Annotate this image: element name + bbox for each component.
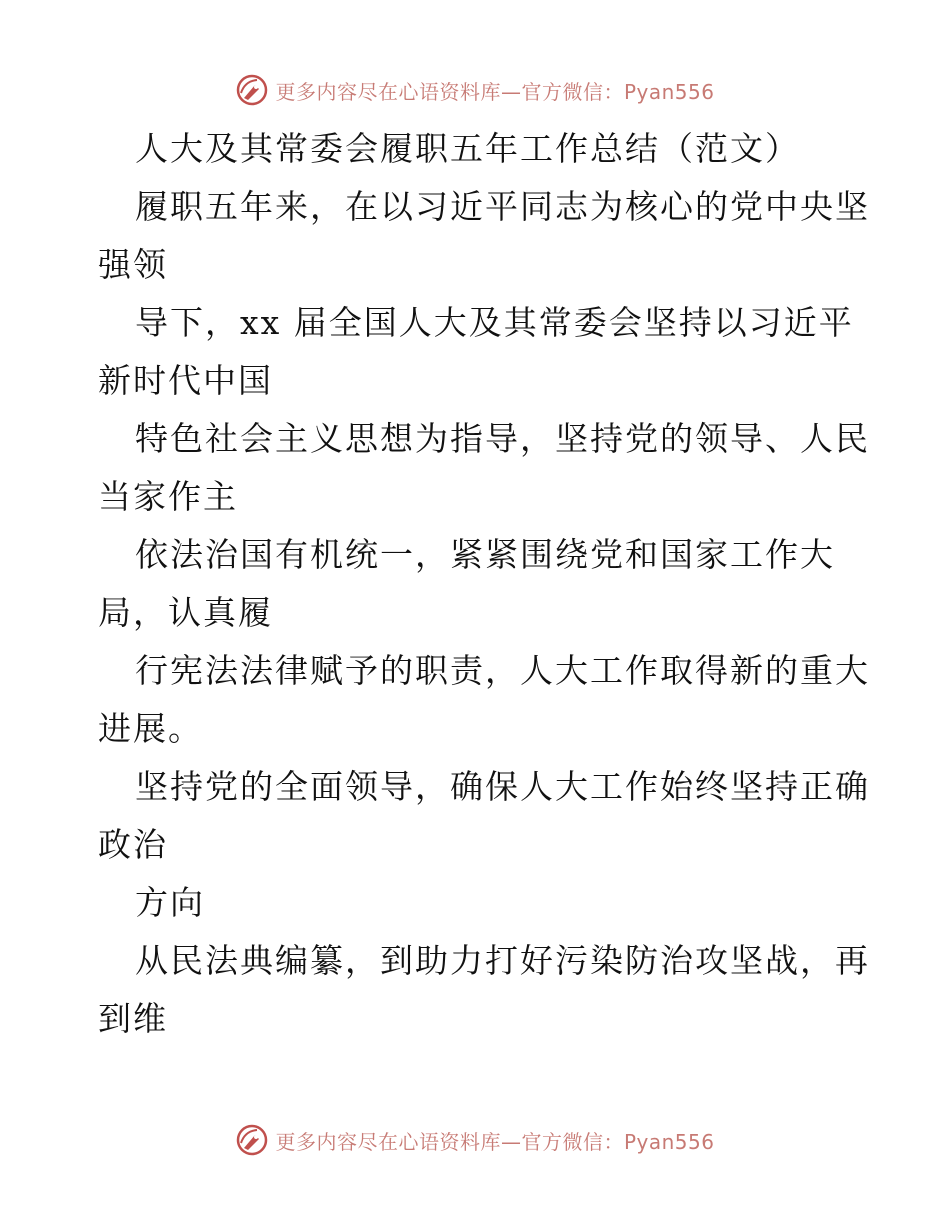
text-line: 从民法典编纂，到助力打好污染防治攻坚战，再	[135, 941, 870, 980]
document-title: 人大及其常委会履职五年工作总结（范文）	[135, 129, 800, 168]
document-body	[98, 120, 870, 1048]
pen-nib-logo-icon	[235, 1123, 269, 1157]
text-line: 到维	[98, 999, 168, 1038]
header-banner-text: 更多内容尽在心语资料库—官方微信：Pyan556	[275, 79, 715, 104]
text-line: 导下，xx 届全国人大及其常委会坚持以习近平	[135, 303, 854, 342]
text-line: 特色社会主义思想为指导，坚持党的领导、人民	[135, 419, 870, 458]
text-line: 强领	[98, 245, 168, 284]
text-line: 方向	[135, 883, 205, 922]
text-line: 当家作主	[98, 477, 238, 516]
text-line: 新时代中国	[98, 361, 273, 400]
footer-banner	[0, 1120, 950, 1160]
text-line: 履职五年来，在以习近平同志为核心的党中央坚	[135, 187, 870, 226]
pen-nib-logo-icon	[235, 73, 269, 107]
text-line: 行宪法法律赋予的职责，人大工作取得新的重大	[135, 651, 870, 690]
text-line: 局，认真履	[98, 593, 273, 632]
text-line: 政治	[98, 825, 168, 864]
text-line: 进展。	[98, 709, 203, 748]
text-line: 依法治国有机统一，紧紧围绕党和国家工作大	[135, 535, 835, 574]
footer-banner-text: 更多内容尽在心语资料库—官方微信：Pyan556	[275, 1129, 715, 1154]
text-line: 坚持党的全面领导，确保人大工作始终坚持正确	[135, 767, 870, 806]
header-banner	[0, 70, 950, 110]
